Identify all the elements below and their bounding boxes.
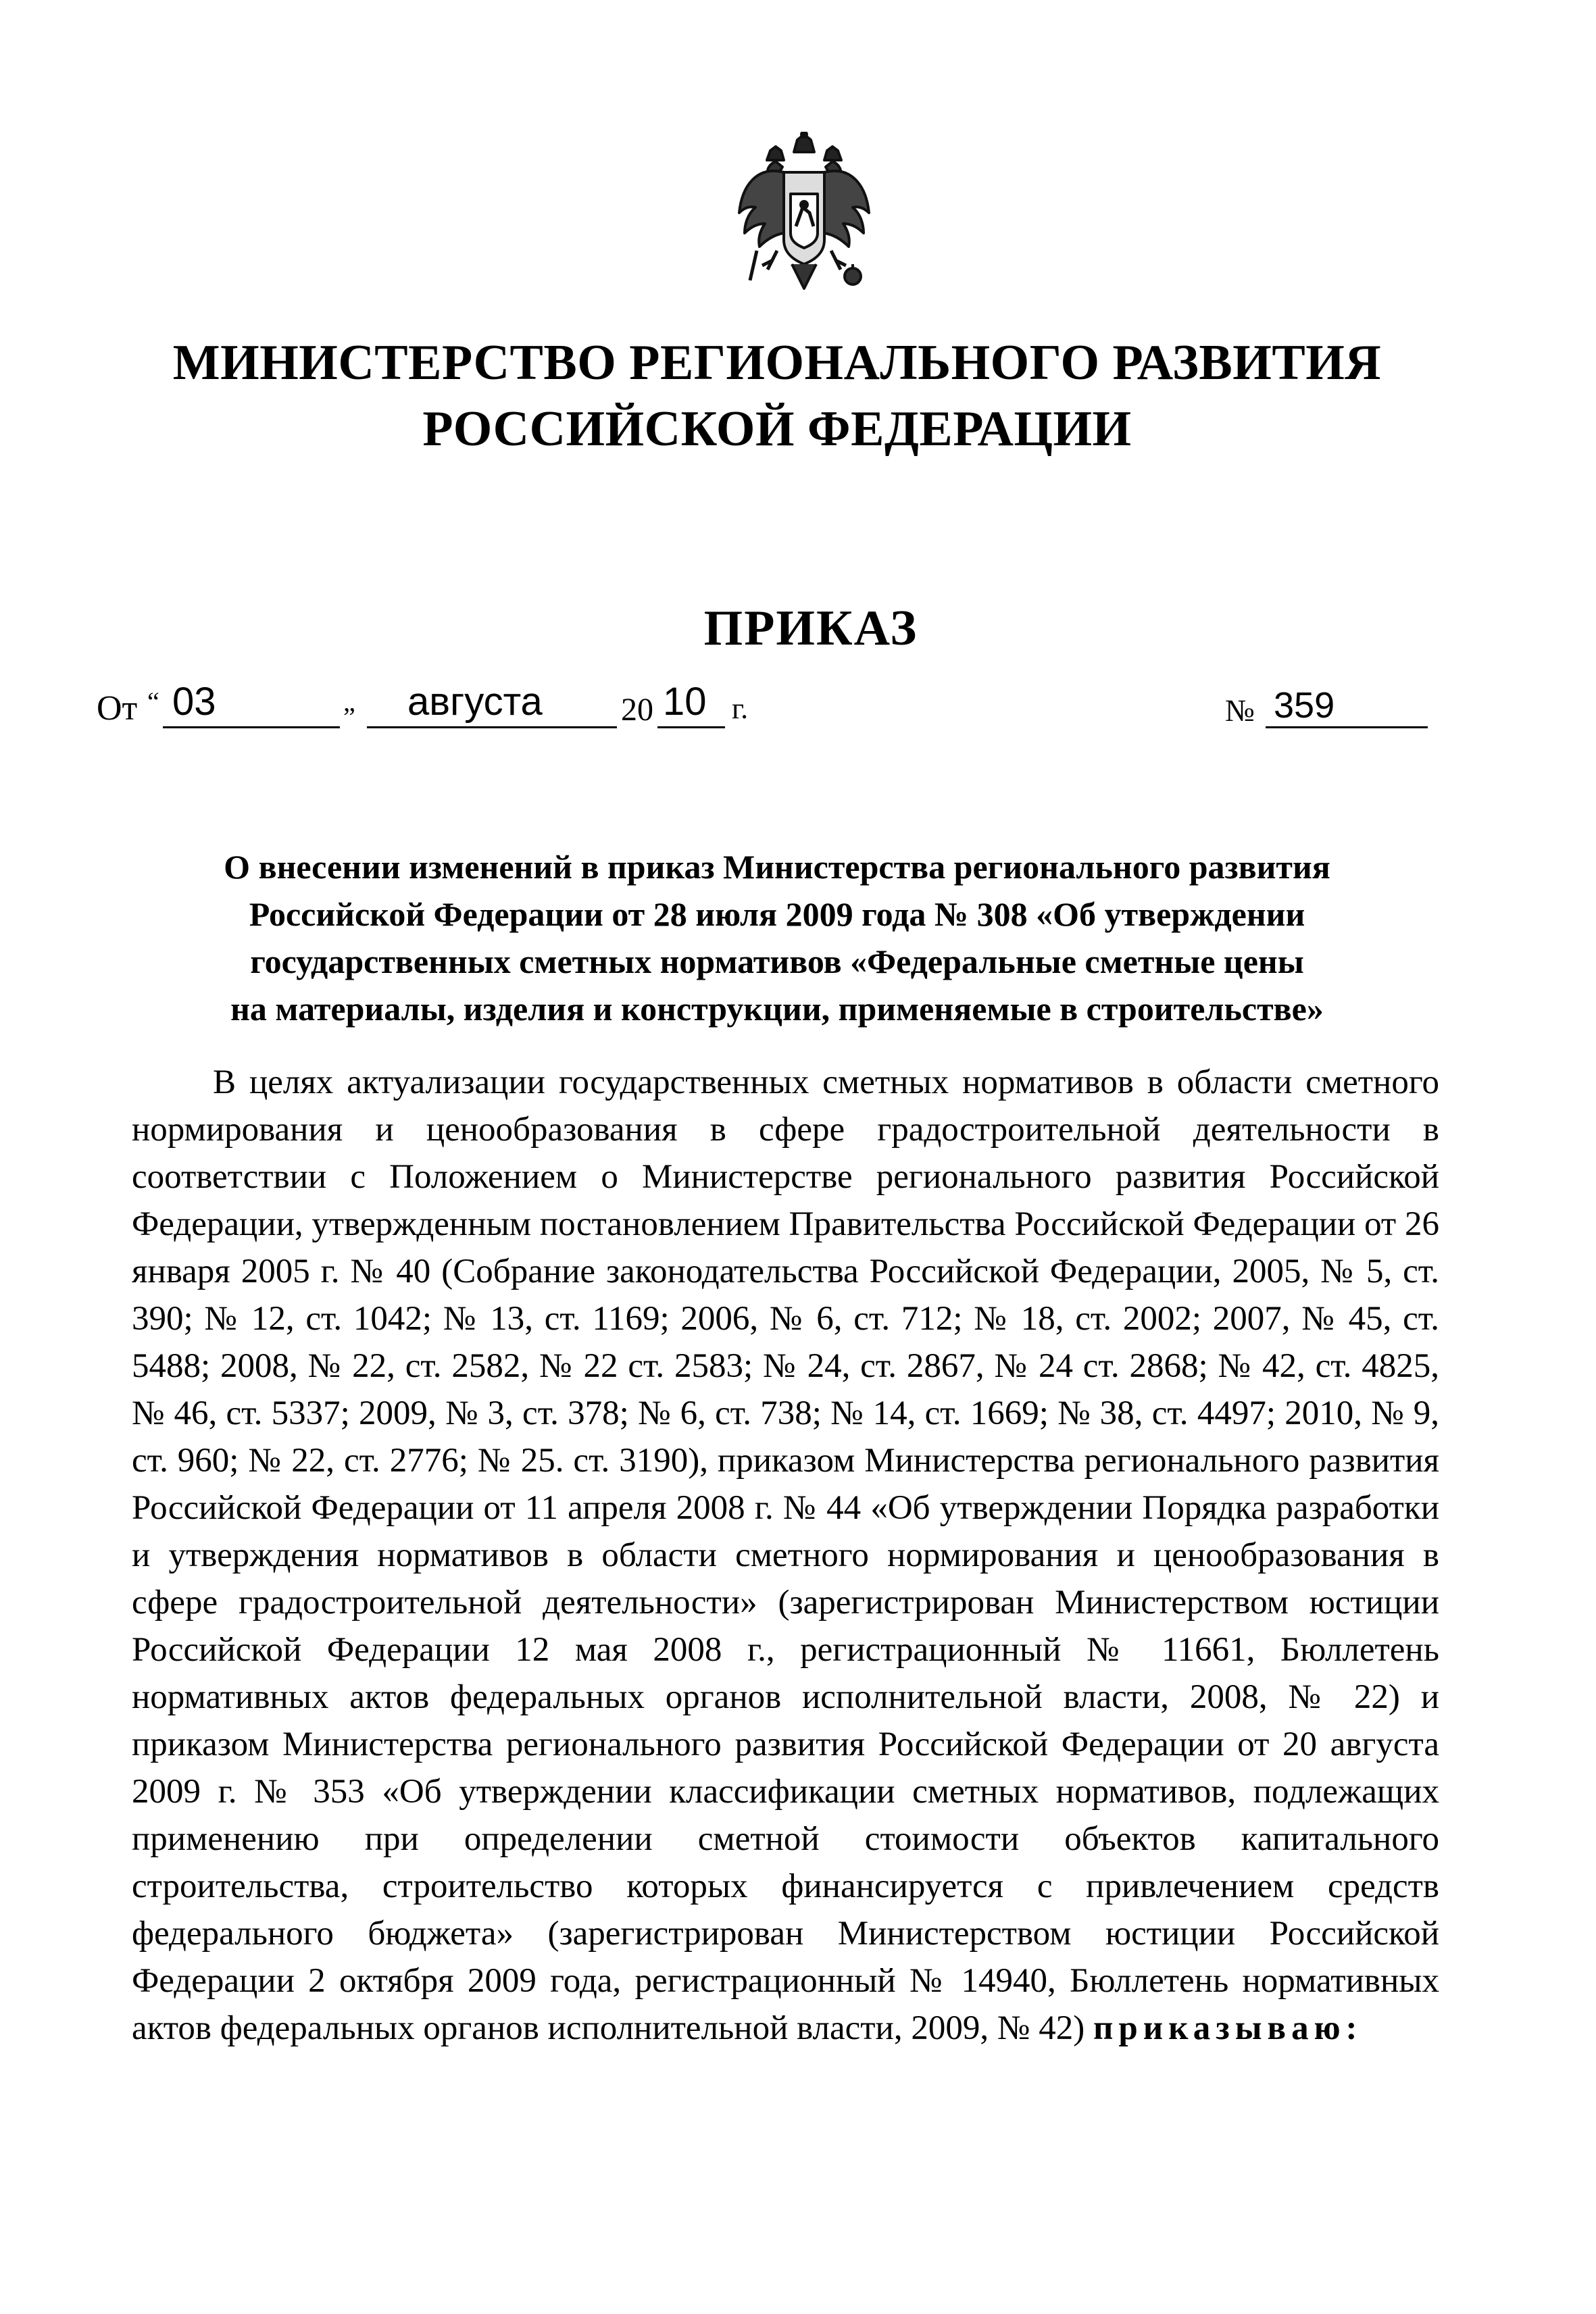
ministry-name [135, 330, 1419, 462]
date-prefix: От [97, 689, 138, 728]
document-type-title: ПРИКАЗ [703, 601, 918, 656]
subject-line: О внесении изменений в приказ Министерства регионального развития [224, 848, 1330, 886]
date-number-line [97, 679, 1448, 740]
year-abbr: г. [732, 692, 749, 725]
preamble-text: В целях актуализации государственных сметных нормативов в области сметного нормирования и ценообразования в сфере градостроительной деятельности в соответствии с Положением о Министерстве регионального развития Российской Федерации, утвержденным постановлением Правительства Российской Федерации от 26 января 2005 г. № 40 (Собрание законодательства Российской Федерации, 2005, № 5, ст. 390; № 12, ст. 1042; № 13, ст. 1169; 2006, № 6, ст. 712; № 18, ст. 2002; 2007, № 45, ст. 5488; 2008, № 22, ст. 2582, № 22 ст. 2583; № 24, ст. 2867, № 24 ст. 2868; № 42, ст. 4825, № 46, ст. 5337; 2009, № 3, ст. 378; № 6, ст. 738; № 14, ст. 1669; № 38, ст. 4497; 2010, № 9, ст. 960; № 22, ст. 2776; № 25. ст. 3190), приказом Министерства регионального развития Российской Федерации от 11 апреля 2008 г. № 44 «Об утверждении Порядка разработки и утверждения нормативов в области сметного нормирования и ценообразования в сфере градостроительной деятельности» (зарегистрирован Министерством юстиции Российской Федерации 12 мая 2008 г., регистрационный № 11661, Бюллетень нормативных актов федеральных органов исполнительной власти, 2008, № 22) и приказом Министерства регионального развития Российской Федерации от 20 августа 2009 г. № 353 «Об утверждении классификации сметных нормативов, подлежащих применению при определении сметной стоимости объектов капитального строительства, строительство которых финансируется с привлечением средств федерального бюджета» (зарегистрирован Министерством юстиции Российской Федерации 2 октября 2009 года, регистрационный № 14940, Бюллетень нормативных актов федеральных органов исполнительной власти, 2009, № 42) [132, 1063, 1439, 2047]
quote-open: “ [147, 686, 159, 717]
order-subject [135, 843, 1419, 1032]
number-underline [1266, 726, 1428, 728]
ministry-name-line1: МИНИСТЕРСТВО РЕГИОНАЛЬНОГО РАЗВИТИЯ [172, 335, 1382, 391]
day-underline [163, 726, 340, 728]
order-directive: приказываю: [1093, 2009, 1363, 2047]
subject-line: на материалы, изделия и конструкции, применяемые в строительстве» [230, 990, 1324, 1028]
order-number: 359 [1274, 685, 1335, 726]
number-sign: № [1225, 693, 1255, 728]
year-prefix: 20 [621, 692, 653, 728]
subject-line: Российской Федерации от 28 июля 2009 года № 308 «Об утверждении [249, 895, 1305, 933]
preamble-paragraph [132, 1059, 1439, 2052]
date-day: 03 [172, 680, 216, 724]
coat-of-arms-icon [730, 132, 878, 297]
ministry-name-line2: РОССИЙСКОЙ ФЕДЕРАЦИИ [422, 401, 1132, 457]
month-underline [367, 726, 617, 728]
quote-close: „ [343, 686, 355, 717]
year-suffix: 10 [663, 680, 707, 724]
year-underline [657, 726, 725, 728]
date-month: августа [407, 680, 543, 724]
subject-line: государственных сметных нормативов «Федеральные сметные цены [250, 942, 1304, 980]
